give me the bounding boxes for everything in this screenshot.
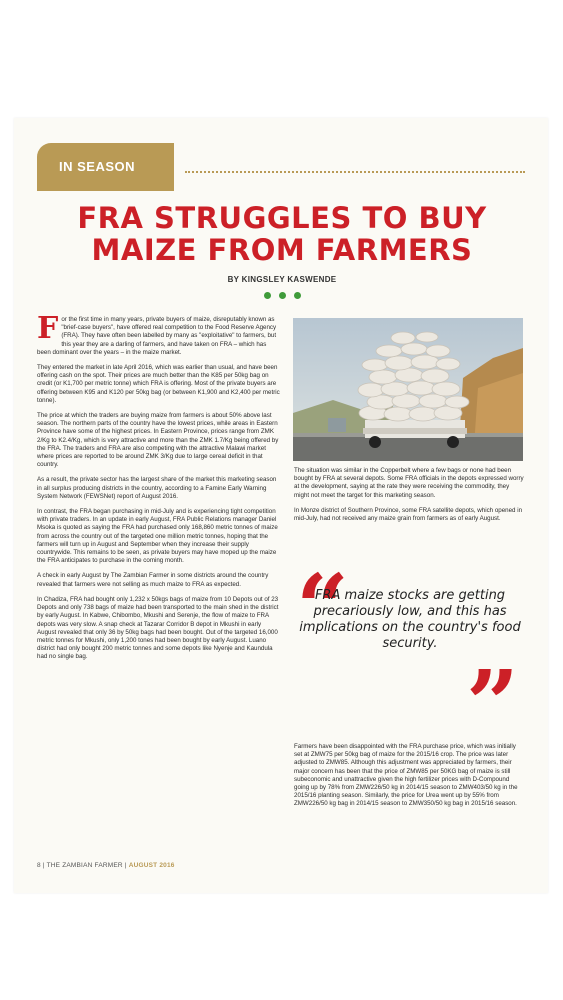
paragraph-6: A check in early August by The Zambian Farmer in some districts around the country revealed that farmers were not selling as much maize to FRA as expected. [37, 572, 269, 588]
article-headline [20, 202, 544, 266]
headline-line-1: FRA STRUGGLES TO BUY [77, 201, 487, 235]
headline-line-2: MAIZE FROM FARMERS [91, 233, 473, 267]
drop-cap: F [37, 311, 59, 346]
paragraph-4: As a result, the private sector has the largest share of the market this marketing season in all surplus producing districts in the country, according to a Famine Early Warning System Network (FEWSNet) report of August 2016. [37, 476, 277, 500]
page-footer [37, 862, 337, 869]
right-column [294, 467, 524, 530]
section-tab-label: IN SEASON [58, 159, 135, 174]
open-quote-icon: “ [296, 554, 349, 662]
right-column-bottom [294, 743, 524, 809]
paragraph-2: They entered the market in late April 2016, which was earlier than usual, and have been offering cash on the spot. Their prices are much better than the K85 per 50kg bag on credit (or K1,700 per metric tonne) which FRA is offering. Most of the private buyers are offering between K95 and K120 per 50kg bag (or between K1,900 and K2,400 per metric tonne). [37, 364, 280, 404]
footer-issue: AUGUST 2016 [128, 862, 175, 869]
paragraph-1: For the first time in many years, private buyers of maize, disreputably known as "brief-case buyers", have offered real competition to the Food Reserve Agency (FRA). They have often been labelled by many as "exploitative" to farmers, but this year they are a darling of farmers, and have taken on FRA – which has been dominant over the years – in the maize market. [37, 311, 277, 356]
pull-quote: FRA maize stocks are getting precariously low, and this has implications on the country's food security. [299, 588, 521, 651]
dot-1 [264, 292, 271, 299]
right-paragraph-3: Farmers have been disappointed with the FRA purchase price, which was initially set at ZMW75 per 50kg bag of maize for the 2015/16 crop. The price was later adjusted to ZMW85. Although this adjustment was appreciated by farmers, their major concern has been that the price of ZMW85 per 50KG bag of maize is still subeconomic and unattractive given the high fertilizer prices with D-Compound going up by 78% from ZMW226/50 kg in 2014/15 season to ZMW403/50 kg in the 2015/16 planting season. Similarly, the price for Urea went up by 55% from ZMW226/50 kg bag in 2014/15 season to ZMW350/50 kg bag in 2015/16 season. [294, 743, 518, 808]
maize-truck-photo [293, 318, 523, 461]
divider-dots [264, 292, 304, 300]
footer-page-info: 8 | THE ZAMBIAN FARMER | [37, 862, 129, 869]
left-column [37, 311, 281, 669]
dot-3 [294, 292, 301, 299]
right-paragraph-1: The situation was similar in the Copperbelt where a few bags or none had been bought by FRA at several depots. Some FRA officials in the depots expressed worry at the development, saying at the rate they were receiving the commodity, they might not meet the target for this marketing season. [294, 467, 524, 499]
right-paragraph-2: In Monze district of Southern Province, some FRA satellite depots, which opened in mid-July, had not received any maize grain from farmers as of early August. [294, 506, 523, 523]
byline: BY KINGSLEY KASWENDE [227, 275, 337, 284]
dot-2 [279, 292, 286, 299]
close-quote-icon: ” [466, 650, 519, 758]
paragraph-3: The price at which the traders are buying maize from farmers is about 50% above last season. The northern parts of the country have the lowest prices, while areas in Eastern Province have some of the highest prices. In Eastern Province, prices range from ZMK 2/Kg to K2.4/Kg, which is very attractive and more than the ZMK 1.7/Kg being offered by the FRA. The traders and FRA are also competing with the attractive Malawi market where prices are reported to be around ZMK 3/Kg due to large cereal deficit in that country. [37, 412, 279, 469]
dotted-divider [185, 171, 525, 173]
maize-truck-illustration [293, 318, 523, 461]
paragraph-7: In Chadiza, FRA had bought only 1,232 x 50kgs bags of maize from 10 Depots out of 23 Depots and only 738 bags of maize had been transported to the main shed in the district by early August. In Kabwe, Chibombo, Mkushi and Serenje, the flow of maize to FRA depots was very slow. A snap check at Tazarar Corridor B depot in Mkushi in early August revealed that only 36 by 50kg bags had been bought. Out of the targeted 16,000 metric tonnes for Mkushi, only 1,200 tones had been bought by early August. Luano district had only bought 200 metric tonnes and some depots like Nyenje and Kaundula had no single bag. [37, 595, 279, 661]
paragraph-5: In contrast, the FRA began purchasing in mid-July and is experiencing tight competition with private traders. In an update in early August, FRA Public Relations manager Daniel Msoka is quoted as saying the FRA had purchased only 168,860 metric tonnes of maize from across the country out of the targeted one million metric tonnes, hoping that the farmers will turn up in August and September when they increase their supply countrywide. This remains to be seen, as private buyers may have moped up the maize the FRA anticipates to purchase in the coming month. [37, 508, 278, 565]
